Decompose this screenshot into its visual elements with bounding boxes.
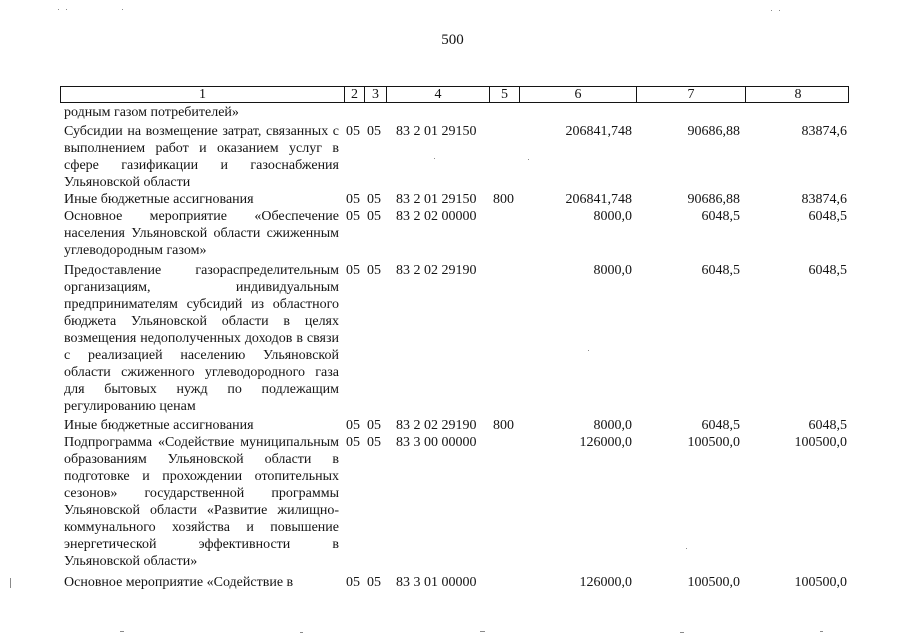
page-number: 500 <box>441 32 464 48</box>
row-target-code: 83 2 01 29150 <box>396 192 477 207</box>
table-row <box>0 123 905 191</box>
row-amount-col6: 8000,0 <box>593 209 632 224</box>
row-subsection-code: 05 <box>367 124 381 139</box>
row-amount-col8: 83874,6 <box>801 124 847 139</box>
row-description: Иные бюджетные ассигнования <box>64 192 254 207</box>
row-description: Предоставление газораспределительным организациям, индивидуальным предпринимателям субсидий из областного бюджета Ульяновской области в целях возмещения недополученных доходов в связи с реализацией населению Ульяновской области сжиженного углеводородного газа для бытовых нужд по подлежащим регулированию ценам <box>64 263 339 414</box>
scan-speck <box>120 631 124 632</box>
row-target-code: 83 2 02 00000 <box>396 209 477 224</box>
table-header-row <box>60 86 849 103</box>
row-description: родным газом потребителей» <box>64 105 239 120</box>
table-row <box>0 574 905 591</box>
header-col-7: 7 <box>636 87 745 102</box>
row-target-code: 83 3 00 00000 <box>396 435 477 450</box>
header-col-3: 3 <box>364 87 386 102</box>
scan-speck <box>480 631 485 632</box>
scan-speck <box>122 9 123 10</box>
row-description: Основное мероприятие «Обеспечение населения Ульяновской области сжиженным углеводородным газом» <box>64 209 339 258</box>
row-subsection-code: 05 <box>367 435 381 450</box>
row-amount-col6: 8000,0 <box>593 263 632 278</box>
row-expense-type: 800 <box>493 192 514 207</box>
table-row <box>0 262 905 415</box>
header-col-1: 1 <box>199 87 206 102</box>
table-row <box>0 434 905 570</box>
row-amount-col7: 6048,5 <box>701 209 740 224</box>
row-amount-col8: 83874,6 <box>801 192 847 207</box>
row-description: Подпрограмма «Содействие муниципальным образованиям Ульяновской области в подготовке и прохождении отопительных сезонов» государственной программы Ульяновской области «Развитие жилищно-коммунального хозяйства и повышение энергетической эффективности в Ульяновской области» <box>64 435 339 569</box>
row-amount-col8: 100500,0 <box>794 575 847 590</box>
row-section-code: 05 <box>346 575 360 590</box>
scan-speck <box>66 9 67 10</box>
header-col-6: 6 <box>519 87 636 102</box>
scan-speck <box>680 632 684 633</box>
row-target-code: 83 2 02 29190 <box>396 418 477 433</box>
row-section-code: 05 <box>346 263 360 278</box>
row-subsection-code: 05 <box>367 418 381 433</box>
row-section-code: 05 <box>346 435 360 450</box>
row-amount-col7: 90686,88 <box>687 192 740 207</box>
scan-speck <box>58 9 59 10</box>
row-description: Иные бюджетные ассигнования <box>64 418 254 433</box>
row-amount-col8: 6048,5 <box>808 263 847 278</box>
row-amount-col7: 90686,88 <box>687 124 740 139</box>
row-subsection-code: 05 <box>367 575 381 590</box>
row-expense-type: 800 <box>493 418 514 433</box>
row-amount-col7: 100500,0 <box>687 575 740 590</box>
row-amount-col7: 100500,0 <box>687 435 740 450</box>
row-amount-col8: 6048,5 <box>808 418 847 433</box>
row-section-code: 05 <box>346 124 360 139</box>
row-description: Основное мероприятие «Содействие в <box>64 575 294 590</box>
row-target-code: 83 2 02 29190 <box>396 263 477 278</box>
scan-speck <box>434 158 435 159</box>
scan-speck <box>779 10 780 11</box>
row-section-code: 05 <box>346 418 360 433</box>
header-col-8: 8 <box>745 87 850 102</box>
scan-speck <box>10 578 11 588</box>
scan-speck <box>771 10 772 11</box>
row-amount-col7: 6048,5 <box>701 418 740 433</box>
table-row <box>0 191 905 208</box>
header-col-5: 5 <box>489 87 519 102</box>
row-target-code: 83 3 01 00000 <box>396 575 477 590</box>
row-amount-col6: 8000,0 <box>593 418 632 433</box>
row-section-code: 05 <box>346 192 360 207</box>
row-amount-col8: 6048,5 <box>808 209 847 224</box>
scan-speck <box>686 548 687 549</box>
row-amount-col6: 126000,0 <box>579 435 632 450</box>
scan-speck <box>820 631 823 632</box>
scan-speck <box>588 350 589 351</box>
row-subsection-code: 05 <box>367 192 381 207</box>
row-amount-col6: 126000,0 <box>579 575 632 590</box>
row-subsection-code: 05 <box>367 263 381 278</box>
table-row <box>0 417 905 434</box>
row-amount-col7: 6048,5 <box>701 263 740 278</box>
scan-speck <box>300 632 303 633</box>
table-row <box>0 208 905 259</box>
row-amount-col6: 206841,748 <box>565 124 632 139</box>
row-subsection-code: 05 <box>367 209 381 224</box>
table-body <box>0 104 905 591</box>
header-col-4: 4 <box>386 87 489 102</box>
row-amount-col8: 100500,0 <box>794 435 847 450</box>
row-target-code: 83 2 01 29150 <box>396 124 477 139</box>
row-amount-col6: 206841,748 <box>565 192 632 207</box>
table-row <box>0 104 905 121</box>
row-description: Субсидии на возмещение затрат, связанных с выполнением работ и оказанием услуг в сфере газификации и газоснабжения Ульяновской области <box>64 124 339 190</box>
header-col-2: 2 <box>344 87 364 102</box>
scan-speck <box>528 159 529 160</box>
row-section-code: 05 <box>346 209 360 224</box>
